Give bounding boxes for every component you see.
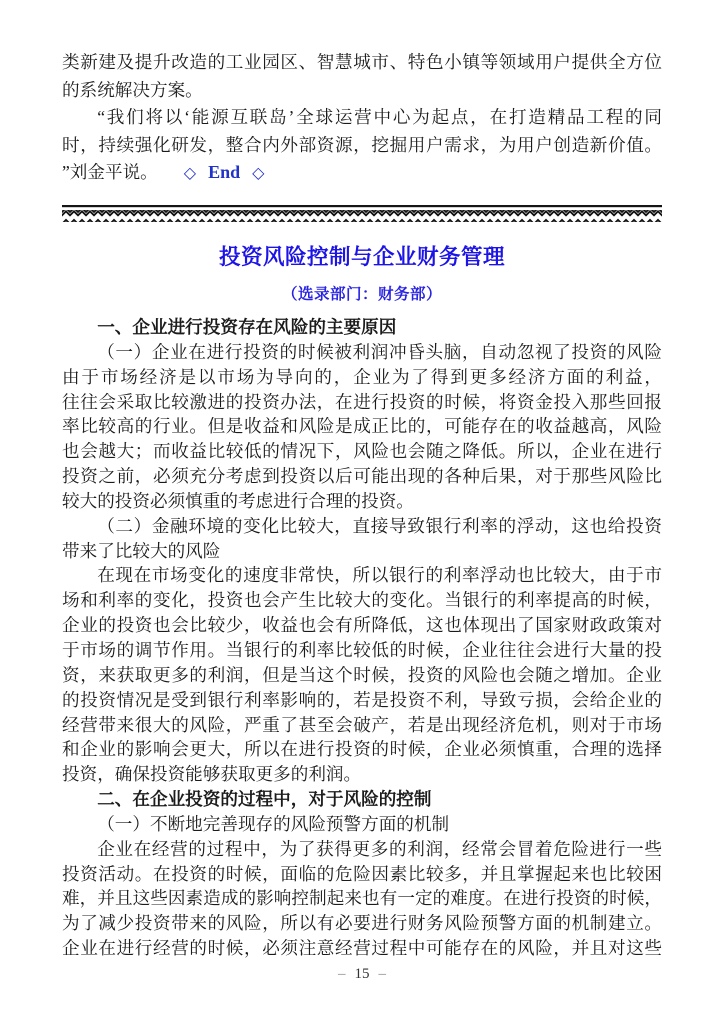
diamond-icon: ◇ <box>252 163 265 183</box>
text-line: 难，并且这些因素造成的影响控制起来也有一定的难度。在进行投资的时候， <box>62 888 662 909</box>
text-line: 和企业的影响会更大，所以在进行投资的时候，企业必须慎重，合理的选择 <box>62 739 662 760</box>
page-number: 15 <box>354 966 370 982</box>
text-line: 带来了比较大的风险 <box>62 540 221 561</box>
attribution-text: ”刘金平说。 <box>62 162 158 183</box>
text-line: （二）金融环境的变化比较大，直接导致银行利率的浮动，这也给投资 <box>97 515 662 536</box>
zigzag-divider-icon <box>62 205 662 222</box>
text-line: 在现在市场变化的速度非常快，所以银行的利率浮动也比较大，由于市 <box>97 565 662 586</box>
text-line: 于市场的调节作用。当银行的利率比较低的时候，企业往往会进行大量的投 <box>62 639 662 660</box>
text-line: 由于市场经济是以市场为导向的，企业为了得到更多经济方面的利益， <box>62 366 662 387</box>
end-marker <box>184 162 265 182</box>
diamond-icon: ◇ <box>183 163 197 183</box>
text-line: 的投资情况是受到银行利率影响的，若是投资不利，导致亏损，会给企业的 <box>62 689 662 710</box>
text-line: 二、在企业投资的过程中，对于风险的控制 <box>97 789 432 810</box>
attribution-line <box>62 159 662 187</box>
text-line: 往往会采取比较激进的投资办法，在进行投资的时候，将资金投入那些回报 <box>62 391 662 412</box>
text-line: 场和利率的变化，投资也会产生比较大的变化。当银行的利率提高的时候， <box>62 590 662 611</box>
text-line: 也会越大；而收益比较低的情况下，风险也会随之降低。所以，企业在进行 <box>62 441 662 462</box>
text-line: 类新建及提升改造的工业园区、智慧城市、特色小镇等领域用户提供全方位 <box>62 52 662 72</box>
article-body <box>62 315 662 961</box>
end-label: End <box>208 162 241 183</box>
page-footer <box>0 966 724 983</box>
text-line: 经营带来很大的风险，严重了甚至会破产，若是出现经济危机，则对于市场 <box>62 714 662 735</box>
text-line: 为了减少投资带来的风险，所以有必要进行财务风险预警方面的机制建立。 <box>62 913 662 934</box>
text-line: 投资，确保投资能够获取更多的利润。 <box>62 764 362 785</box>
text-line: 率比较高的行业。但是收益和风险是成正比的，可能存在的收益越高，风险 <box>62 416 662 437</box>
intro-lines <box>62 49 662 159</box>
text-line: 较大的投资必须慎重的考虑进行合理的投资。 <box>62 490 414 511</box>
text-line: 时，持续强化研发，整合内外部资源，挖掘用户需求，为用户创造新价值。 <box>62 134 662 155</box>
text-line: 投资活动。在投资的时候，面临的危险因素比较多，并且掌握起来也比较困 <box>62 863 662 884</box>
text-line: 企业的投资也会比较少，收益也会有所降低，这也体现出了国家财政政策对 <box>62 615 662 636</box>
text-line: 资，来获取更多的利润，但是当这个时候，投资的风险也会随之增加。企业 <box>62 664 662 685</box>
text-line: 投资之前，必须充分考虑到投资以后可能出现的各种后果，对于那些风险比 <box>62 466 662 487</box>
text-line: 企业在经营的过程中，为了获得更多的利润，经常会冒着危险进行一些 <box>97 838 662 859</box>
footer-left-dash: – <box>338 966 346 982</box>
article-title: 投资风险控制与企业财务管理 <box>218 245 505 269</box>
intro-paragraphs <box>62 49 662 187</box>
footer-right-dash: – <box>378 966 386 982</box>
text-line: （一）企业在进行投资的时候被利润冲昏头脑，自动忽视了投资的风险 <box>97 341 662 362</box>
text-line: 企业在进行经营的时候，必须注意经营过程中可能存在的风险，并且对这些 <box>62 938 662 959</box>
article-subtitle: （选录部门：财务部） <box>281 286 442 303</box>
text-line: （一）不断地完善现存的风险预警方面的机制 <box>97 813 450 834</box>
text-line: “我们将以‘能源互联岛’全球运营中心为起点，在打造精品工程的同 <box>97 107 662 128</box>
text-line: 一、企业进行投资存在风险的主要原因 <box>97 317 397 337</box>
text-line: 的系统解决方案。 <box>62 79 203 100</box>
